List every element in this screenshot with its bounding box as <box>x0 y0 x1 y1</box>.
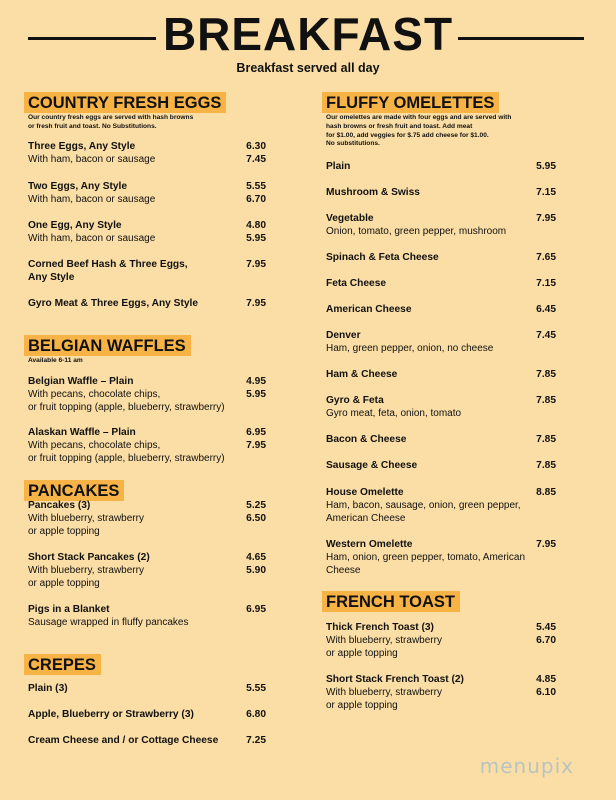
item-price: 7.45 <box>536 330 556 341</box>
item-desc-line2: or fruit topping (apple, blueberry, strawberry) <box>28 453 225 464</box>
item-prices <box>246 258 266 271</box>
menu-item <box>326 160 556 173</box>
section-note: Our omelettes are made with four eggs and are served with hash browns or fresh fruit and toast. Add meat for $1.00, add veggies for $.75 add cheese for $1.00. No substitutions. <box>326 114 512 148</box>
menu-item <box>28 499 266 538</box>
item-name-line2: Any Style <box>28 272 75 283</box>
menu-item <box>28 375 266 414</box>
item-prices <box>246 499 266 525</box>
section-title: CREPES <box>24 654 101 675</box>
item-prices <box>536 186 556 199</box>
item-price: 7.95 <box>246 440 266 451</box>
section-title: COUNTRY FRESH EGGS <box>24 92 226 113</box>
item-desc: With ham, bacon or sausage <box>28 233 156 244</box>
menu-item <box>326 394 556 420</box>
item-desc: Ham, bacon, sausage, onion, green pepper, <box>326 500 521 511</box>
item-name: Mushroom & Swiss <box>326 187 420 198</box>
item-price: 5.95 <box>246 233 266 244</box>
item-name: Apple, Blueberry or Strawberry (3) <box>28 709 194 720</box>
item-price: 6.70 <box>246 194 266 205</box>
item-desc-line2: American Cheese <box>326 513 406 524</box>
item-price: 4.80 <box>246 220 266 231</box>
item-name: Sausage & Cheese <box>326 460 418 471</box>
item-desc: With pecans, chocolate chips, <box>28 389 161 400</box>
item-price: 7.95 <box>536 539 556 550</box>
section-french-toast <box>322 591 460 612</box>
item-prices <box>246 551 266 577</box>
page-title: BREAKFAST <box>162 8 454 60</box>
item-name: Two Eggs, Any Style <box>28 181 128 192</box>
item-name: Plain <box>326 161 351 172</box>
item-prices <box>536 329 556 342</box>
item-price: 7.45 <box>246 154 266 165</box>
item-desc-line2: Cheese <box>326 565 361 576</box>
item-desc-line2: or apple topping <box>28 578 100 589</box>
item-prices <box>536 303 556 316</box>
item-price: 7.95 <box>246 298 266 309</box>
item-desc: With ham, bacon or sausage <box>28 154 156 165</box>
menu-item <box>326 277 556 290</box>
item-price: 7.85 <box>536 460 556 471</box>
item-price: 6.95 <box>246 604 266 615</box>
section-crepes <box>24 654 101 675</box>
item-prices <box>246 682 266 695</box>
menu-item <box>326 459 556 472</box>
menu-item <box>28 258 266 284</box>
item-name: Feta Cheese <box>326 278 387 289</box>
item-price: 6.10 <box>536 687 556 698</box>
left-column <box>24 0 266 800</box>
item-prices <box>246 219 266 245</box>
menu-item <box>326 251 556 264</box>
item-price: 5.90 <box>246 565 266 576</box>
item-name: Denver <box>326 330 361 341</box>
item-desc-line2: or apple topping <box>28 526 100 537</box>
menu-item <box>326 329 556 355</box>
menu-item <box>28 140 266 166</box>
item-desc: With blueberry, strawberry <box>326 635 442 646</box>
item-price: 5.95 <box>246 389 266 400</box>
item-price: 7.85 <box>536 369 556 380</box>
item-prices <box>536 394 556 407</box>
item-desc: With blueberry, strawberry <box>28 565 144 576</box>
item-price: 4.65 <box>246 552 266 563</box>
item-price: 5.45 <box>536 622 556 633</box>
item-price: 7.15 <box>536 187 556 198</box>
item-name: House Omelette <box>326 487 404 498</box>
item-name: Pigs in a Blanket <box>28 604 110 615</box>
item-name: Short Stack Pancakes (2) <box>28 552 150 563</box>
item-prices <box>246 140 266 166</box>
item-desc-line2: or fruit topping (apple, blueberry, strawberry) <box>28 402 225 413</box>
item-price: 6.50 <box>246 513 266 524</box>
watermark: menupix <box>479 754 574 778</box>
menu-item <box>28 297 266 310</box>
item-price: 4.95 <box>246 376 266 387</box>
item-name: Western Omelette <box>326 539 413 550</box>
item-price: 7.85 <box>536 395 556 406</box>
item-prices <box>536 433 556 446</box>
menu-item <box>28 682 266 695</box>
menu-item <box>326 186 556 199</box>
item-desc: Gyro meat, feta, onion, tomato <box>326 408 462 419</box>
section-title: FRENCH TOAST <box>322 591 460 612</box>
item-name: Alaskan Waffle – Plain <box>28 427 136 438</box>
menu-item <box>28 708 266 721</box>
item-price: 4.85 <box>536 674 556 685</box>
item-prices <box>246 426 266 452</box>
section-title: FLUFFY OMELETTES <box>322 92 499 113</box>
item-price: 5.55 <box>246 683 266 694</box>
item-price: 5.95 <box>536 161 556 172</box>
item-prices <box>536 160 556 173</box>
item-name: Gyro & Feta <box>326 395 384 406</box>
item-name: Belgian Waffle – Plain <box>28 376 134 387</box>
item-price: 7.25 <box>246 735 266 746</box>
item-prices <box>536 538 556 551</box>
menu-item <box>28 734 266 747</box>
item-price: 7.15 <box>536 278 556 289</box>
section-note: Our country fresh eggs are served with hash browns or fresh fruit and toast. No Substitutions. <box>28 114 194 130</box>
menu-item <box>326 621 556 660</box>
menu-item <box>28 219 266 245</box>
item-price: 5.55 <box>246 181 266 192</box>
menu-item <box>326 303 556 316</box>
item-prices <box>536 212 556 225</box>
section-title: BELGIAN WAFFLES <box>24 335 191 356</box>
item-desc: With blueberry, strawberry <box>28 513 144 524</box>
section-eggs <box>24 92 266 132</box>
item-desc: Sausage wrapped in fluffy pancakes <box>28 617 189 628</box>
page-subtitle: Breakfast served all day <box>236 61 380 75</box>
item-prices <box>246 375 266 401</box>
menu-item <box>326 673 556 712</box>
menu-item <box>28 551 266 590</box>
item-name: American Cheese <box>326 304 412 315</box>
menu-item <box>28 180 266 206</box>
item-name: Cream Cheese and / or Cottage Cheese <box>28 735 219 746</box>
item-name: Short Stack French Toast (2) <box>326 674 464 685</box>
item-prices <box>536 486 556 499</box>
menu-item <box>326 433 556 446</box>
section-omelettes <box>322 92 556 149</box>
item-prices <box>536 673 556 699</box>
item-desc: Onion, tomato, green pepper, mushroom <box>326 226 507 237</box>
menu-item <box>28 426 266 465</box>
item-price: 6.45 <box>536 304 556 315</box>
item-prices <box>536 368 556 381</box>
item-desc: With blueberry, strawberry <box>326 687 442 698</box>
item-name: Gyro Meat & Three Eggs, Any Style <box>28 298 199 309</box>
item-prices <box>246 708 266 721</box>
item-prices <box>246 603 266 616</box>
item-prices <box>246 297 266 310</box>
item-name: Spinach & Feta Cheese <box>326 252 439 263</box>
item-prices <box>246 734 266 747</box>
item-price: 7.85 <box>536 434 556 445</box>
item-price: 5.25 <box>246 500 266 511</box>
section-pancakes <box>24 480 124 501</box>
item-price: 6.30 <box>246 141 266 152</box>
item-desc-line2: or apple topping <box>326 648 398 659</box>
menu-item <box>326 212 556 238</box>
item-name: Three Eggs, Any Style <box>28 141 136 152</box>
item-prices <box>246 180 266 206</box>
section-waffles <box>24 335 266 366</box>
item-name: One Egg, Any Style <box>28 220 122 231</box>
item-name: Bacon & Cheese <box>326 434 407 445</box>
item-name: Ham & Cheese <box>326 369 398 380</box>
item-name: Corned Beef Hash & Three Eggs, <box>28 259 188 270</box>
item-desc: Ham, green pepper, onion, no cheese <box>326 343 494 354</box>
item-name: Thick French Toast (3) <box>326 622 434 633</box>
item-price: 6.95 <box>246 427 266 438</box>
item-price: 7.95 <box>246 259 266 270</box>
item-price: 6.80 <box>246 709 266 720</box>
item-desc-line2: or apple topping <box>326 700 398 711</box>
item-prices <box>536 459 556 472</box>
item-prices <box>536 621 556 647</box>
section-title: PANCAKES <box>24 480 124 501</box>
right-column <box>322 0 556 800</box>
item-name: Vegetable <box>326 213 374 224</box>
item-price: 8.85 <box>536 487 556 498</box>
menu-item <box>326 486 556 525</box>
item-price: 6.70 <box>536 635 556 646</box>
item-prices <box>536 277 556 290</box>
item-name: Plain (3) <box>28 683 68 694</box>
menu-item <box>326 368 556 381</box>
item-price: 7.95 <box>536 213 556 224</box>
section-note: Available 6-11 am <box>28 357 83 364</box>
menu-item <box>28 603 266 629</box>
item-desc: With pecans, chocolate chips, <box>28 440 161 451</box>
menu-item <box>326 538 556 577</box>
item-price: 7.65 <box>536 252 556 263</box>
item-desc: Ham, onion, green pepper, tomato, American <box>326 552 526 563</box>
item-desc: With ham, bacon or sausage <box>28 194 156 205</box>
item-name: Pancakes (3) <box>28 500 91 511</box>
item-prices <box>536 251 556 264</box>
